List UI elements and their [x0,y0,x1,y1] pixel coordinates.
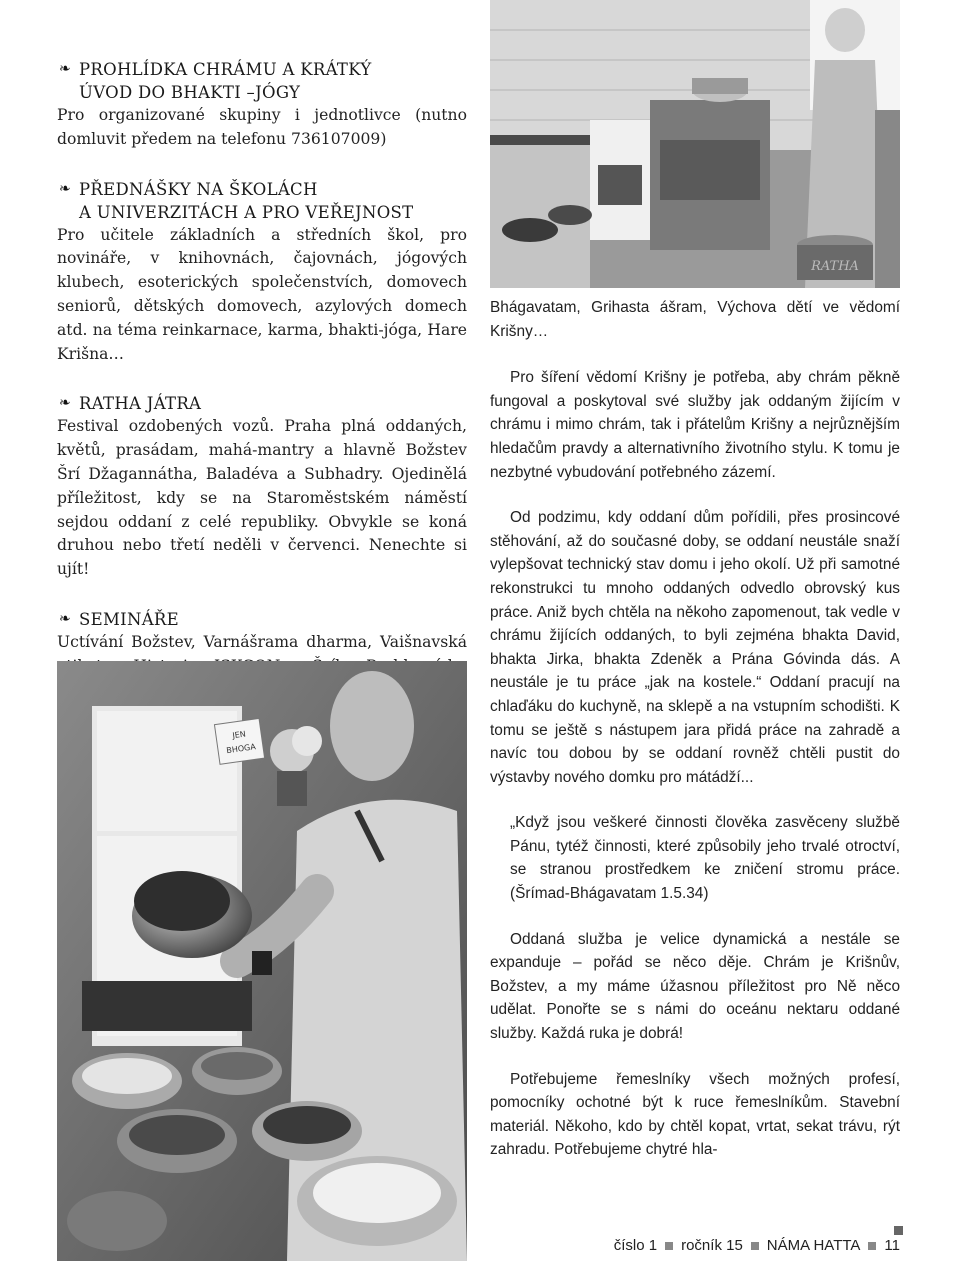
photo-man-cooking [57,661,467,1261]
left-column [57,58,467,752]
footer-separator-square [751,1242,759,1250]
section-lectures [57,178,467,367]
page-footer [614,1237,900,1254]
footer-separator-square [868,1242,876,1250]
leaf-bullet-icon: ❧ [59,395,72,412]
quote: „Když jsou veškeré činnosti člověka zasvěceny službě Pánu, tytéž činnosti, které způsobily jeho trvalé otroctví, se stranou prostředkem ke zničení stromu práce. (Šrímad-Bhágavatam 1.5.34) [510,814,900,903]
photo-kitchen-illustration [490,0,900,288]
photo-man-cooking-illustration [57,661,467,1261]
heading-line: A UNIVERZITÁCH A PRO VEŘEJNOST [79,202,414,222]
leaf-bullet-icon: ❧ [59,61,72,77]
heading-line: ÚVOD DO BHAKTI –JÓGY [79,83,301,102]
footer-separator-square [665,1242,673,1250]
footer-issue: číslo 1 [613,1237,658,1254]
right-text [490,296,900,1162]
section-body: Pro učitele základních a středních škol, pro novináře, v knihovnách, čajovnách, jógových klubech, esoterických společenstvích, domovech seniorů, dětských domovech, azylových domech atd. na téma reinkarnace, karma, bhakti-jóga, Hare Krišna… [57,225,467,363]
bucket-text: RATHA [811,259,859,274]
paragraph-1: Pro šíření vědomí Krišny je potřeba, aby chrám pěkně fungoval a poskytoval své služby jak oddaným žijícím v chrámu i mimo chrám, tak i přátelům Krišny a nejrůznějším hledačům pravdy a alternativního životního stylu. K tomu je nezbytné vybudování potřebného zázemí. [490,369,900,481]
seminars-continuation: Bhágavatam, Grihasta ášram, Výchova dětí ve vědomí Krišny… [490,299,900,340]
footer-volume: ročník 15 [681,1237,743,1254]
heading-line: RATHA JÁTRA [79,394,202,414]
fridge-label-jen: JEN [231,729,247,741]
heading-line: SEMINÁŘE [79,609,179,629]
end-square-mark [894,1226,903,1235]
section-ratha-yatra [57,392,467,582]
heading-line: PŘEDNÁŠKY NA ŠKOLÁCH [79,179,318,199]
section-heading [57,178,467,224]
paragraph-4: Potřebujeme řemeslníky všech možných profesí, pomocníky ochotné být k ruce řemeslníkům. Stavební materiál. Někoho, kdo by chtěl kopat, vrtat, sekat trávu, rýt zahradu. Potřebujeme chytré hla- [490,1070,900,1159]
right-column [490,0,900,1184]
footer-page-number: 11 [884,1237,900,1254]
section-temple-tour [57,58,467,152]
section-body: Festival ozdobených vozů. Praha plná oddaných, květů, prasádam, mahá-mantry a hlavně Božstev Šrí Džagannátha, Baladéva a Subhadry. Ojedinělá příležitost, kdy se na Staroměstském náměstí sejdou oddaní z celé republiky. Obvykle se koná druhou nebo třetí neděli v červenci. Nenechte si ujít! [57,417,467,579]
leaf-bullet-icon: ❧ [59,180,72,197]
section-heading [57,392,467,415]
paragraph-3: Oddaná služba je velice dynamická a nestále se expanduje – pořád se něco děje. Chrám je Krišnův, Božstev, a my máme úžasnou příležitost pro Ně něco udělat. Ponořte se s námi do oceánu nektaru oddané služby. Každá ruka je dobrá! [490,930,900,1043]
footer-magazine: NÁMA HATTA [766,1237,861,1254]
heading-line: PROHLÍDKA CHRÁMU A KRÁTKÝ [79,60,372,79]
fridge-label-bhoga: BHOGA [225,742,257,756]
section-heading [57,58,467,104]
section-body: Uctívání Božstev, Varnášrama dharma, Vaišnavská [57,632,467,651]
paragraph-2: Od podzimu, kdy oddaní dům pořídili, přes prosincové stěhování, až do současné doby, se oddaní neustále snaží vylepšovat technický stav domu i jeho okolí. Už při samotné rekonstrukci tu mnoho oddaných odvedlo obrovský kus práce. Aniž bych chtěla na někoho zapomenout, tak vedle v chrámu žijících oddaných, to byli zejména bhakta David, bhakta Jirka, bhakta Zdeněk a Prána Góvinda dás. A neustále je tu práce „jak na kostele.“ Oddaní pracují na chlaďáku do kuchyně, na sklepě a na vstupním schodišti. K tomu se ještě s nástupem jara přidá práce na zahradě a navíc tou dobou by se oddaní rovněž chtěli pustit do výstavby nového domku pro mátádží... [490,509,900,786]
section-heading [57,608,467,631]
leaf-bullet-icon: ❧ [59,610,72,627]
section-body: Pro organizované skupiny i jednotlivce (nutno domluvit předem na telefonu 736107009) [57,106,467,148]
photo-kitchen [490,0,900,288]
